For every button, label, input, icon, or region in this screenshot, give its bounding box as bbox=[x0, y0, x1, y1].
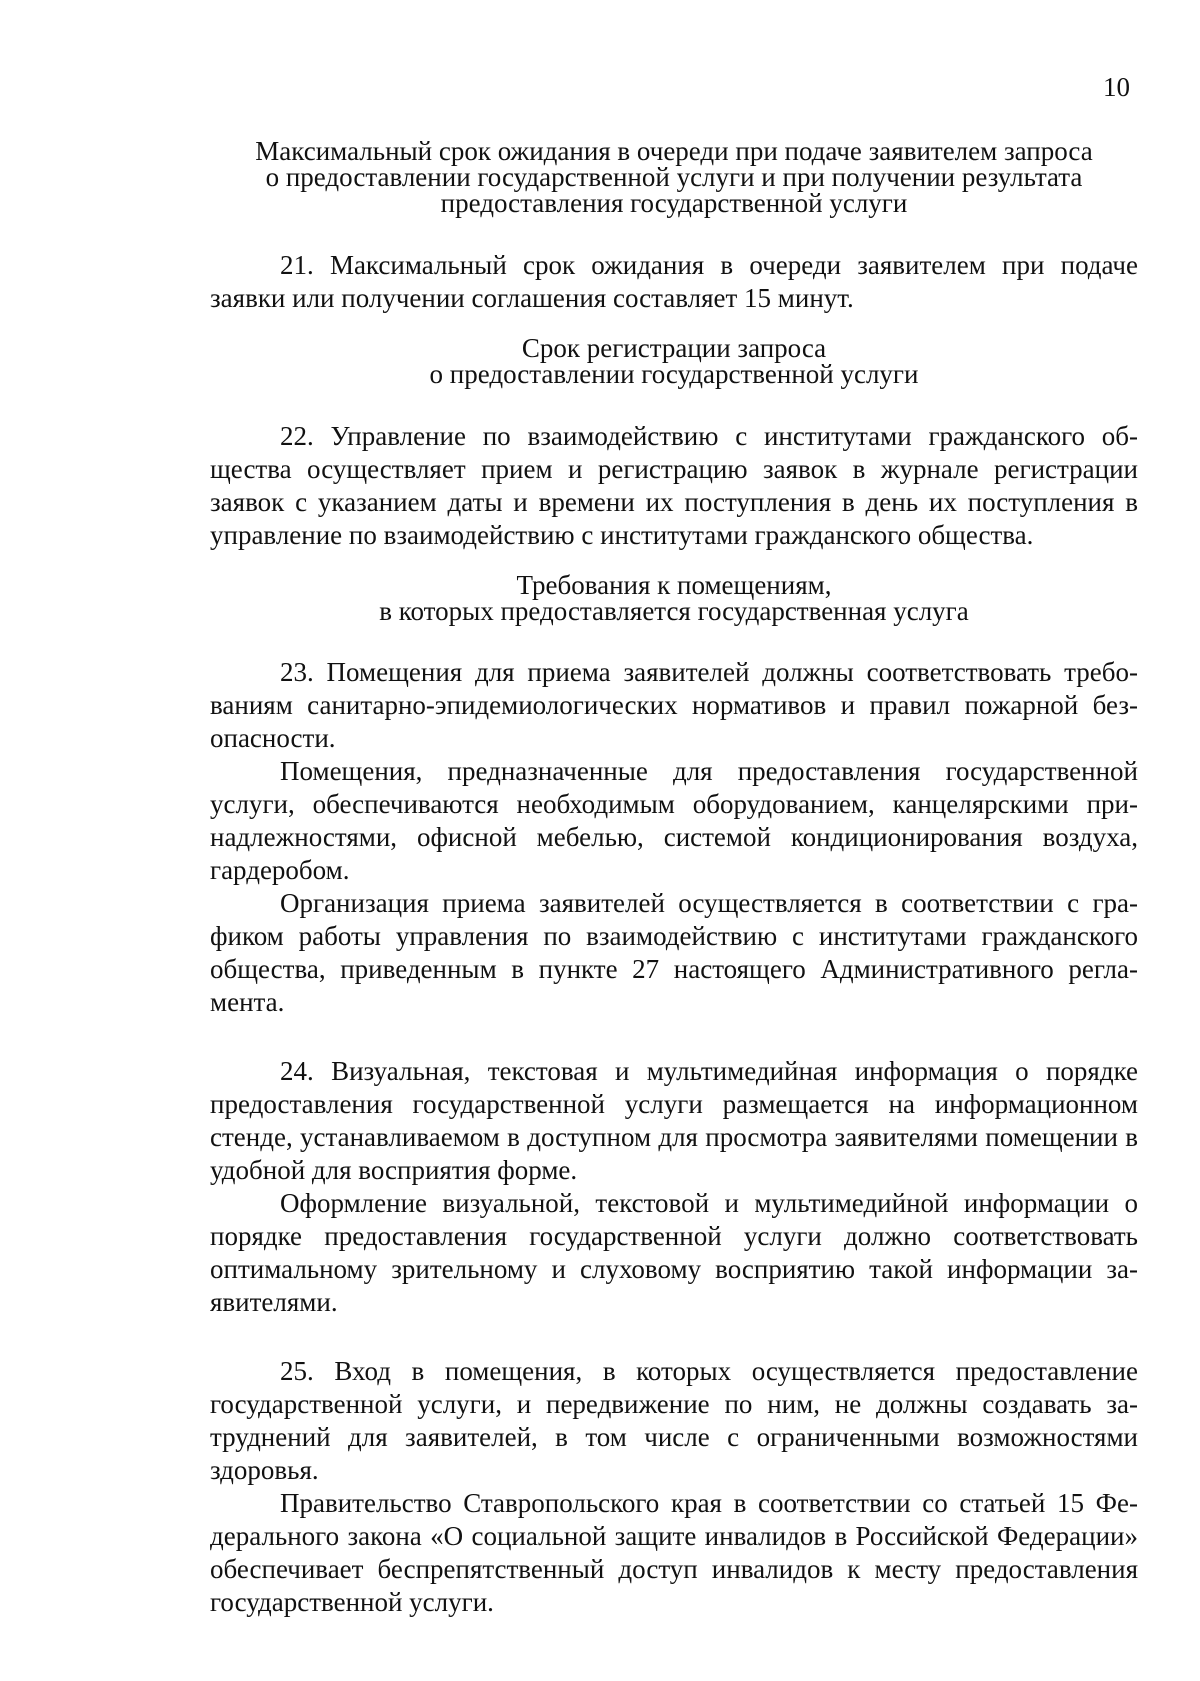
paragraph-23-premises-equipment: Помещения, предназначенные для предоставления государственной услуги, обеспечиваются необходимым оборудованием, канцелярскими принадлежностями, офисной мебелью, системой кондиционирования воздуха, гардеробом. bbox=[210, 756, 1138, 885]
section-heading-premises-requirements bbox=[210, 572, 1138, 624]
paragraph-22: 22. Управление по взаимодействию с институтами гражданского общества осуществляет прием и регистрацию заявок в журнале регистрации заявок с указанием даты и времени их поступления в день их поступления в управление по взаимодействию с институтами гражданского общества. bbox=[210, 421, 1138, 550]
heading-line: Срок регистрации запроса bbox=[521, 333, 827, 363]
page-number: 10 bbox=[1103, 72, 1130, 102]
paragraph-24-information-design: Оформление визуальной, текстовой и мультимедийной информации о порядке предоставления государственной услуги должно соответствовать оптимальному зрительному и слуховому восприятию такой информации заявителями. bbox=[210, 1188, 1138, 1317]
paragraph-25: 25. Вход в помещения, в которых осуществляется предоставление государственной услуги, и передвижение по ним, не должны создавать затруднений для заявителей, в том числе с ограниченными возможностями здоровья. bbox=[210, 1356, 1138, 1485]
heading-line: Максимальный срок ожидания в очереди при подаче заявителем запроса bbox=[255, 136, 1093, 166]
section-heading-registration-term bbox=[210, 335, 1138, 387]
heading-line: предоставления государственной услуги bbox=[440, 188, 908, 218]
heading-line: в которых предоставляется государственная услуга bbox=[379, 596, 969, 626]
section-heading-waiting-time bbox=[210, 138, 1138, 216]
paragraph-21: 21. Максимальный срок ожидания в очереди заявителем при подаче заявки или получении соглашения составляет 15 минут. bbox=[210, 250, 1138, 313]
paragraph-24: 24. Визуальная, текстовая и мультимедийная информация о порядке предоставления государственной услуги размещается на информационном стенде, устанавливаемом в доступном для просмотра заявителями помещении в удобной для восприятия форме. bbox=[210, 1056, 1138, 1185]
document-body bbox=[210, 138, 1138, 1619]
paragraph-25-accessibility: Правительство Ставропольского края в соответствии со статьей 15 Федерального закона «О социальной защите инвалидов в Российской Федерации» обеспечивает беспрепятственный доступ инвалидов к месту предоставления государственной услуги. bbox=[210, 1488, 1138, 1617]
heading-line: о предоставлении государственной услуги bbox=[429, 359, 919, 389]
heading-line: Требования к помещениям, bbox=[516, 570, 832, 600]
paragraph-23-reception-schedule: Организация приема заявителей осуществляется в соответствии с графиком работы управления по взаимодействию с институтами гражданского общества, приведенным в пункте 27 настоящего Административного регламента. bbox=[210, 888, 1138, 1017]
paragraph-23: 23. Помещения для приема заявителей должны соответствовать требованиям санитарно-эпидемиологических нормативов и правил пожарной безопасности. bbox=[210, 657, 1138, 753]
heading-line: о предоставлении государственной услуги и при получении результата bbox=[265, 162, 1083, 192]
